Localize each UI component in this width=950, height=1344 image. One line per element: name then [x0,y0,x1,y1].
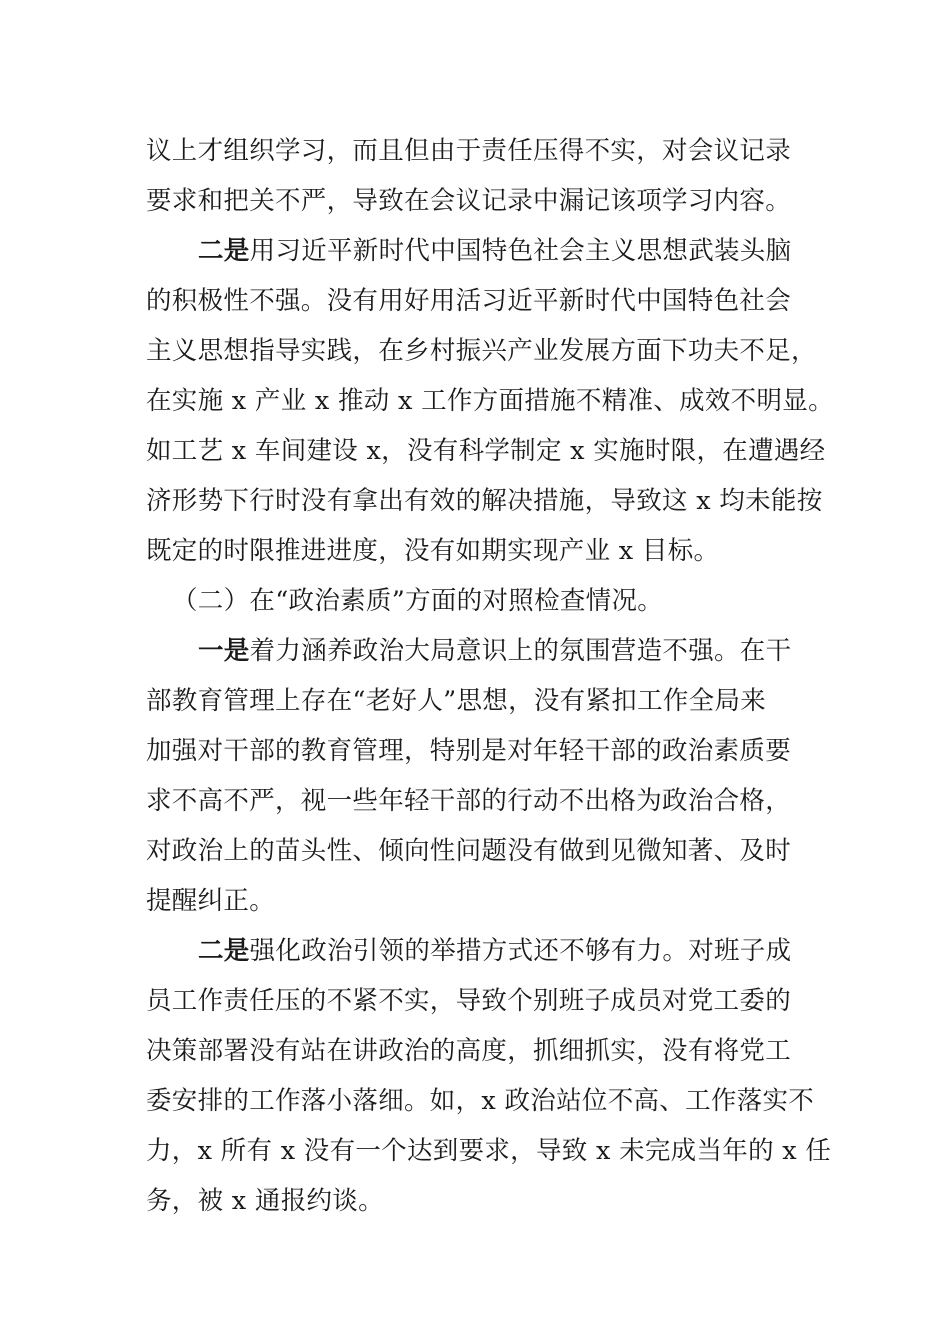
line-text: 的积极性不强。没有用好用活习近平新时代中国特色社会 [146,286,792,316]
line-text: 委安排的工作落小落细。如，x 政治站位不高、工作落实不 [146,1086,815,1116]
line-text: 强化政治引领的举措方式还不够有力。对班子成 [249,936,792,966]
section-heading [172,581,852,621]
paragraph-line [146,131,826,171]
line-text: （二）在“政治素质”方面的对照检查情况。 [172,586,664,616]
paragraph-line [146,1131,832,1171]
paragraph-line [146,781,826,821]
paragraph-line [146,181,826,221]
line-text: 加强对干部的教育管理，特别是对年轻干部的政治素质要 [146,736,792,766]
paragraph-line [146,281,826,321]
lead-label: 一是 [198,636,250,666]
lead-label: 二是 [198,936,250,966]
line-text: 务，被 x 通报约谈。 [146,1186,384,1216]
line-text: 决策部署没有站在讲政治的高度，抓细抓实，没有将党工 [146,1036,792,1066]
paragraph-line [146,881,826,921]
line-text: 力，x 所有 x 没有一个达到要求，导致 x 未完成当年的 x 任 [146,1136,832,1166]
line-text: 用习近平新时代中国特色社会主义思想武装头脑 [249,236,792,266]
paragraph-line [146,1181,826,1221]
paragraph-line [146,831,826,871]
paragraph-line [198,931,878,971]
line-text: 济形势下行时没有拿出有效的解决措施，导致这 x 均未能按 [146,486,823,516]
paragraph-line [198,231,878,271]
line-text: 对政治上的苗头性、倾向性问题没有做到见微知著、及时 [146,836,792,866]
paragraph-line [146,331,826,371]
paragraph-line [146,981,826,1021]
line-text: 求不高不严，视一些年轻干部的行动不出格为政治合格， [146,786,792,816]
paragraph-line [146,481,826,521]
paragraph-line [146,431,826,471]
line-text: 主义思想指导实践，在乡村振兴产业发展方面下功夫不足， [146,336,817,366]
paragraph-line [146,1081,826,1121]
paragraph-line [146,531,826,571]
line-text: 议上才组织学习，而且但由于责任压得不实，对会议记录 [146,136,792,166]
paragraph-line [198,631,878,671]
line-text: 提醒纠正。 [146,886,276,916]
line-text: 在实施 x 产业 x 推动 x 工作方面措施不精准、成效不明显。 [146,386,834,416]
paragraph-line [146,681,826,721]
paragraph-line [146,731,826,771]
paragraph-line [146,1031,826,1071]
line-text: 既定的时限推进进度，没有如期实现产业 x 目标。 [146,536,720,566]
line-text: 要求和把关不严，导致在会议记录中漏记该项学习内容。 [146,186,792,216]
paragraph-line [146,381,834,421]
line-text: 部教育管理上存在“老好人”思想，没有紧扣工作全局来 [146,686,767,716]
line-text: 员工作责任压的不紧不实，导致个别班子成员对党工委的 [146,986,792,1016]
lead-label: 二是 [198,236,250,266]
line-text: 着力涵养政治大局意识上的氛围营造不强。在干 [249,636,792,666]
line-text: 如工艺 x 车间建设 x，没有科学制定 x 实施时限，在遭遇经 [146,436,826,466]
